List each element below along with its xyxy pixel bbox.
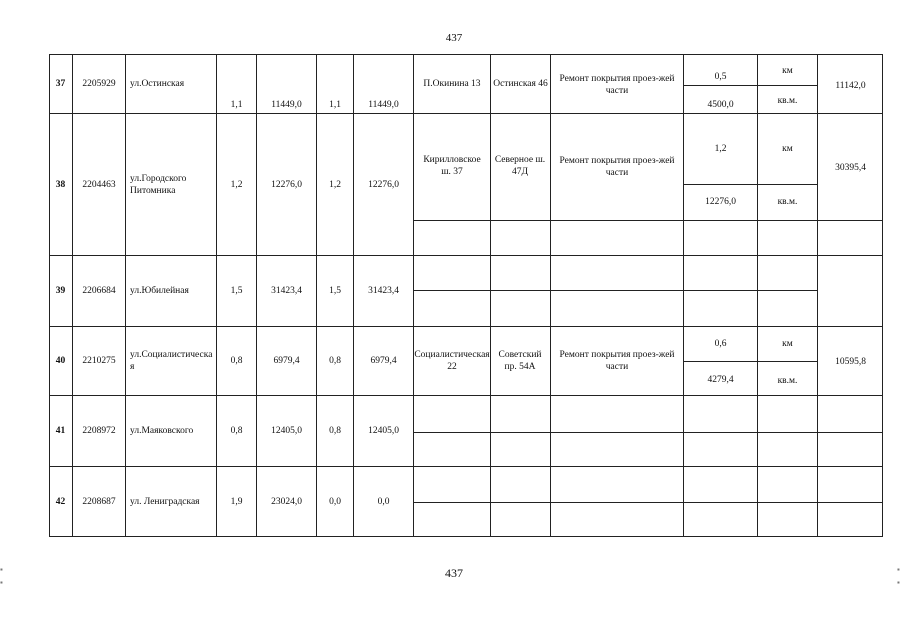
scan-mark: ▪ [0, 578, 3, 587]
road-code: 2208687 [82, 497, 116, 507]
cell-divider [683, 361, 817, 362]
value-3: 1,1 [329, 100, 341, 110]
scan-mark: ▪ [0, 565, 3, 574]
street-name: ул.Остинская [130, 78, 185, 89]
road-code: 2204463 [82, 179, 116, 190]
value-4: 31423,4 [368, 286, 399, 296]
length-unit: км [782, 339, 793, 349]
row-number: 41 [55, 426, 66, 436]
segment-to: Северное ш. 47Д [494, 155, 546, 177]
area-value: 12276,0 [705, 197, 736, 207]
work-type: Ремонт покрытия проез-жей части [559, 156, 675, 178]
page-number-top: 437 [445, 32, 463, 44]
length-unit: км [782, 66, 793, 76]
value-2: 12405,0 [271, 426, 302, 436]
road-code: 2210275 [82, 356, 116, 366]
length-value: 1,2 [714, 144, 727, 154]
road-code: 2206684 [82, 286, 116, 296]
value-3: 0,8 [329, 356, 341, 366]
length-value: 0,5 [714, 72, 727, 82]
column-divider [490, 54, 491, 537]
road-code: 2205929 [82, 78, 116, 89]
value-4: 12276,0 [368, 179, 399, 190]
cell-divider [683, 85, 817, 86]
cost-value: 11142,0 [835, 81, 866, 91]
row-number: 42 [55, 497, 66, 507]
value-3: 0,8 [329, 426, 341, 436]
page-number-bottom: 437 [445, 566, 463, 580]
street-name: ул.Социалистическая [130, 350, 213, 372]
scan-mark: ▪ [897, 578, 900, 587]
column-divider [413, 54, 414, 537]
column-divider [683, 54, 684, 537]
column-divider [550, 54, 551, 537]
value-1: 1,1 [230, 100, 243, 110]
road-code: 2208972 [82, 426, 116, 436]
column-divider [125, 54, 126, 537]
street-name: ул. Лениградская [130, 497, 200, 507]
work-type: Ремонт покрытия проез-жей части [559, 350, 675, 372]
value-2: 11449,0 [271, 100, 302, 110]
row-number: 38 [55, 179, 66, 190]
cell-divider [413, 220, 883, 221]
value-1: 0,8 [230, 426, 243, 436]
length-unit: км [782, 144, 793, 154]
value-2: 31423,4 [271, 286, 302, 296]
scan-mark: ▪ [897, 565, 900, 574]
value-2: 12276,0 [271, 179, 302, 190]
value-1: 0,8 [230, 356, 243, 366]
work-type: Ремонт покрытия проез-жей части [559, 74, 675, 96]
row-number: 37 [55, 78, 66, 89]
segment-from: П.Окинина 13 [423, 79, 481, 89]
value-3: 0,0 [329, 497, 341, 507]
value-4: 11449,0 [368, 100, 399, 110]
area-unit: кв.м. [777, 197, 798, 207]
segment-from: Социалистическая 22 [414, 350, 490, 372]
street-name: ул.Юбилейная [130, 286, 189, 296]
value-3: 1,5 [329, 286, 341, 296]
row-number: 39 [55, 286, 66, 296]
value-4: 6979,4 [370, 356, 397, 366]
segment-to: Остинская 46 [493, 79, 548, 89]
value-1: 1,5 [230, 286, 243, 296]
area-value: 4500,0 [707, 100, 734, 110]
cost-value: 30395,4 [835, 163, 866, 173]
segment-from: Кирилловское ш. 37 [423, 155, 481, 177]
value-2: 6979,4 [273, 356, 300, 366]
value-2: 23024,0 [271, 497, 302, 507]
row-number: 40 [55, 356, 66, 366]
value-4: 12405,0 [368, 426, 399, 436]
column-divider [757, 54, 758, 537]
area-value: 4279,4 [707, 375, 734, 385]
value-1: 1,2 [230, 179, 243, 190]
area-unit: кв.м. [777, 376, 798, 386]
area-unit: кв.м. [777, 96, 798, 106]
segment-to: Советский пр. 54А [498, 350, 542, 372]
value-1: 1,9 [230, 497, 243, 507]
value-3: 1,2 [329, 179, 341, 190]
cell-divider [413, 502, 883, 503]
cost-value: 10595,8 [835, 357, 866, 367]
street-name: ул.Маяковского [130, 426, 194, 436]
column-divider [817, 54, 818, 537]
cell-divider [683, 184, 817, 185]
value-4: 0,0 [377, 497, 390, 507]
street-name: ул.Городского Питомника [130, 173, 187, 196]
cell-divider [413, 432, 883, 433]
length-value: 0,6 [714, 339, 727, 349]
